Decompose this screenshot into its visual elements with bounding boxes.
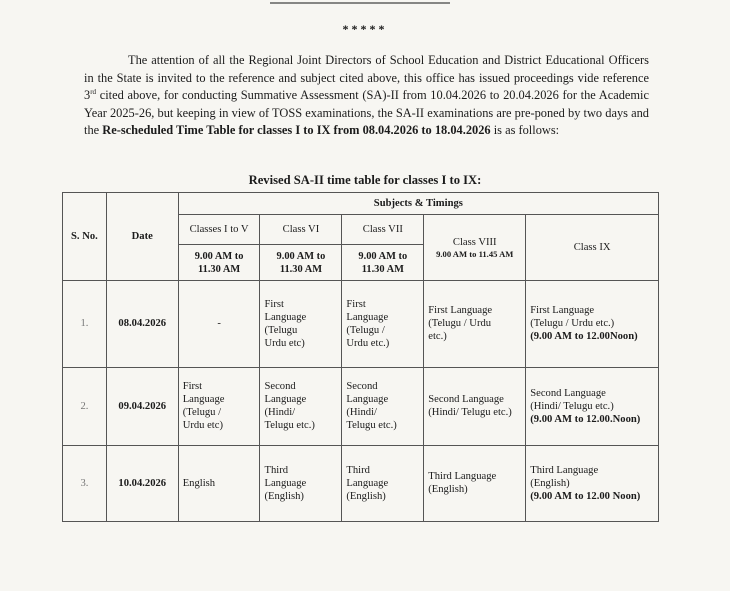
top-rule [270, 0, 450, 4]
row-cell-class-6 [260, 281, 342, 367]
cell-text: Third Language (English) [428, 471, 497, 496]
row-cell-class-9 [526, 445, 659, 521]
row-date: 10.04.2026 [106, 445, 178, 521]
row-cell-class-8 [424, 367, 526, 445]
row-date: 09.04.2026 [106, 367, 178, 445]
header-date: Date [106, 193, 178, 281]
cell-timing: (9.00 AM to 12.00 Noon) [530, 490, 641, 502]
row-sno: 3. [63, 445, 107, 521]
cell-text: First Language (Telugu / Urdu etc) [182, 381, 225, 432]
row-sno: 2. [63, 367, 107, 445]
row-cell-class-7 [342, 445, 424, 521]
header-subjects: Subjects & Timings [178, 193, 658, 215]
row-cell-class-1-5 [178, 367, 260, 445]
timing-class-8: 9.00 AM to 11.45 AM [436, 249, 514, 260]
cell-text: Second Language (Hindi/ Telugu etc.) [428, 394, 512, 419]
timetable [62, 192, 659, 522]
header-class-8 [424, 215, 526, 281]
paragraph-superscript: rd [90, 87, 97, 96]
cell-text: First Language (Telugu Urdu etc) [264, 298, 307, 349]
header-class-9: Class IX [526, 215, 659, 281]
paragraph-text-2: cited above, for conducting Summative Assessment (SA)-II from 10.04.2026 to 20.04.2026 for the Academic Year 2025-26, but keeping in view of TOSS examinations, the SA-II examinations are pre-poned by two days and the [84, 88, 649, 137]
row-cell-class-8 [424, 281, 526, 367]
separator-stars: ***** [342, 22, 388, 36]
row-sno: 1. [63, 281, 107, 367]
header-class-1-5: Classes I to V [178, 215, 260, 245]
header-sno: S. No. [63, 193, 107, 281]
row-cell-class-8 [424, 445, 526, 521]
row-cell-class-6 [260, 445, 342, 521]
row-cell-class-1-5: - [178, 281, 260, 367]
cell-text: First Language (Telugu / Urdu etc.) [530, 305, 615, 330]
row-cell-class-7 [342, 281, 424, 367]
table-row [63, 367, 659, 445]
paragraph-text-3: is as follows: [490, 123, 560, 137]
row-cell-class-6 [260, 367, 342, 445]
cell-text: Third Language (English) [346, 464, 389, 502]
paragraph-bold-text: Re-scheduled Time Table for classes I to IX from 08.04.2026 to 18.04.2026 [102, 123, 491, 137]
timing-class-7: 9.00 AM to 11.30 AM [342, 245, 424, 281]
cell-text: Second Language (Hindi/ Telugu etc.) [346, 381, 397, 432]
cell-timing: (9.00 AM to 12.00.Noon) [530, 413, 641, 425]
cell-text: Second Language (Hindi/ Telugu etc.) [530, 387, 614, 412]
table-caption: Revised SA-II time table for classes I to IX: [248, 173, 482, 187]
paragraph-text-1: The attention of all the Regional Joint Directors of School Education and District Educational Officers in the State is invited to the reference and subject cited above, this office has issued proceedings vide reference 3 [84, 53, 649, 102]
cell-timing: (9.00 AM to 12.00Noon) [530, 331, 638, 343]
cell-text: First Language (Telugu / Urdu etc.) [428, 305, 493, 343]
timing-class-6: 9.00 AM to 11.30 AM [260, 245, 342, 281]
row-cell-class-1-5: English [178, 445, 260, 521]
header-class-8-label: Class VIII [452, 237, 497, 249]
table-row [63, 281, 659, 367]
body-paragraph [84, 52, 649, 140]
row-cell-class-9 [526, 281, 659, 367]
cell-text: First Language (Telugu / Urdu etc.) [346, 298, 390, 349]
header-class-6: Class VI [260, 215, 342, 245]
row-cell-class-7 [342, 367, 424, 445]
cell-text: Second Language (Hindi/ Telugu etc.) [264, 381, 315, 432]
row-cell-class-9 [526, 367, 659, 445]
timing-class-1-5: 9.00 AM to 11.30 AM [178, 245, 260, 281]
row-date: 08.04.2026 [106, 281, 178, 367]
header-class-7: Class VII [342, 215, 424, 245]
table-row [63, 445, 659, 521]
cell-text: Third Language (English) [530, 464, 599, 489]
cell-text: Third Language (English) [264, 464, 307, 502]
